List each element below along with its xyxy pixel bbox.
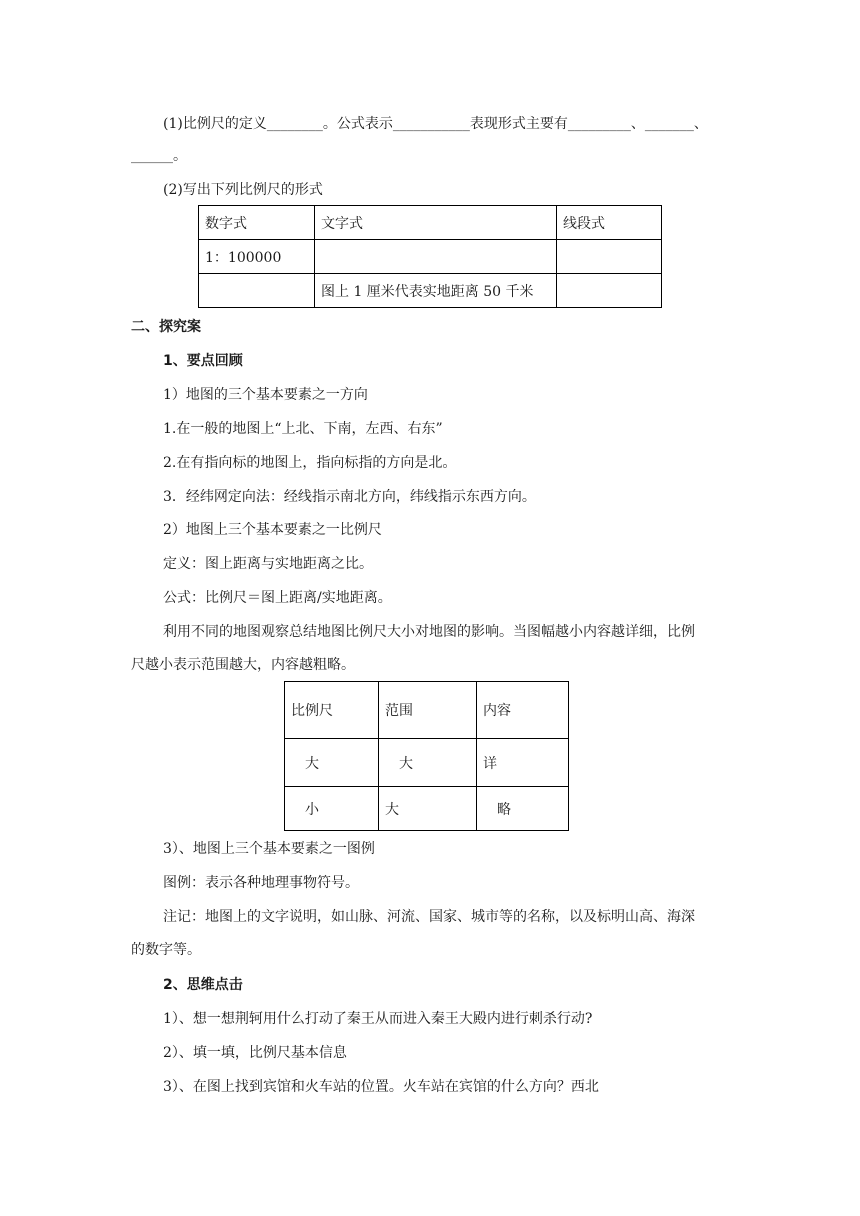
question-item: 2）、填一填，比例尺基本信息	[163, 1045, 347, 1061]
table-header-cell: 数字式	[199, 206, 315, 240]
paragraph: 尺越小表示范围越大，内容越粗略。	[131, 657, 355, 673]
table-cell	[315, 240, 557, 274]
paragraph: 2.在有指向标的地图上，指向标指的方向是北。	[163, 455, 457, 471]
paragraph: 3．经纬网定向法：经线指示南北方向，纬线指示东西方向。	[163, 489, 536, 505]
table-cell: 大	[379, 739, 477, 787]
table-cell: 略	[477, 787, 569, 831]
question-item: 3）、在图上找到宾馆和火车站的位置。火车站在宾馆的什么方向？西北	[163, 1079, 599, 1095]
q1-line1: (1)比例尺的定义________。公式表示___________表现形式主要有_________、_______、	[163, 116, 708, 132]
table-header-row	[199, 206, 662, 240]
q2-label: (2)写出下列比例尺的形式	[163, 182, 323, 198]
table-cell: 大	[379, 787, 477, 831]
table-row	[199, 274, 662, 308]
table-cell: 1：100000	[199, 240, 315, 274]
table-header-cell: 范围	[379, 682, 477, 739]
table-header-cell: 比例尺	[285, 682, 379, 739]
table-cell: 详	[477, 739, 569, 787]
section-title: 二、探究案	[131, 319, 201, 335]
paragraph: 2）地图上三个基本要素之一比例尺	[163, 522, 382, 538]
table-row	[199, 240, 662, 274]
table-cell: 小	[285, 787, 379, 831]
paragraph: 利用不同的地图观察总结地图比例尺大小对地图的影响。当图幅越小内容越详细，比例	[163, 624, 695, 640]
table-row	[285, 787, 569, 831]
table-header-cell: 线段式	[557, 206, 662, 240]
paragraph: 1）地图的三个基本要素之一方向	[163, 387, 368, 403]
paragraph: 图例：表示各种地理事物符号。	[163, 875, 359, 891]
subsection-title: 1、要点回顾	[163, 353, 243, 369]
scale-forms-table	[198, 205, 662, 308]
table-header-row	[285, 682, 569, 739]
paragraph: 3）、地图上三个基本要素之一图例	[163, 841, 375, 857]
table-row	[285, 739, 569, 787]
table-header-cell: 文字式	[315, 206, 557, 240]
paragraph: 注记：地图上的文字说明，如山脉、河流、国家、城市等的名称，以及标明山高、海深	[163, 909, 695, 925]
scale-effect-table	[284, 681, 569, 831]
table-cell	[199, 274, 315, 308]
paragraph: 的数字等。	[131, 942, 201, 958]
q1-line2: ______。	[131, 148, 187, 164]
table-header-cell: 内容	[477, 682, 569, 739]
table-cell	[557, 274, 662, 308]
subsection-title: 2、思维点击	[163, 977, 243, 993]
paragraph: 定义：图上距离与实地距离之比。	[163, 556, 373, 572]
paragraph: 1.在一般的地图上“上北、下南，左西、右东”	[163, 421, 443, 437]
table-cell: 大	[285, 739, 379, 787]
table-cell	[557, 240, 662, 274]
question-item: 1）、想一想荆轲用什么打动了秦王从而进入秦王大殿内进行刺杀行动?	[163, 1011, 593, 1027]
table-cell: 图上 1 厘米代表实地距离 50 千米	[315, 274, 557, 308]
paragraph: 公式：比例尺＝图上距离/实地距离。	[163, 590, 392, 606]
